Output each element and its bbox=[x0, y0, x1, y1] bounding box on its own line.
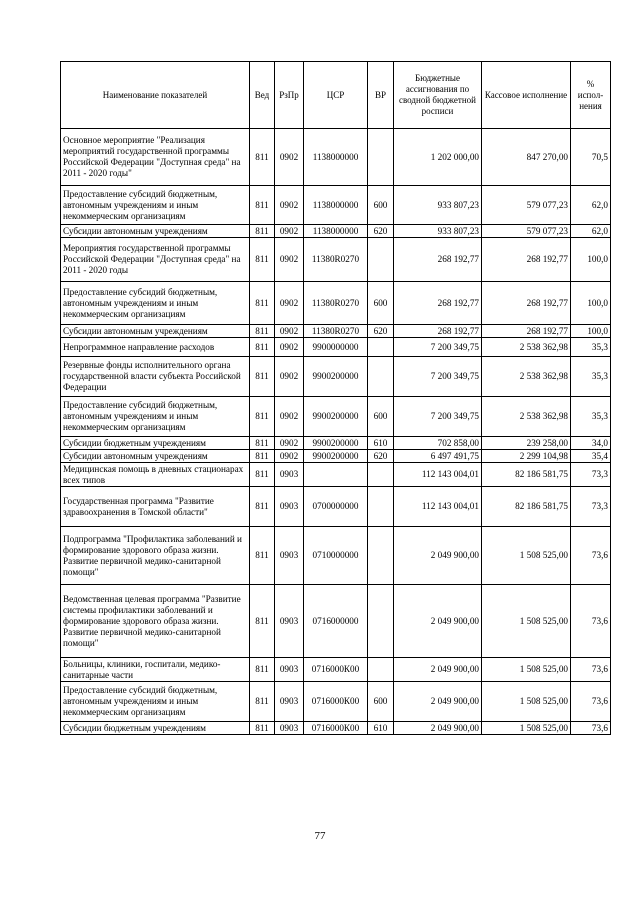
table-row bbox=[61, 238, 611, 282]
table-cell-vr: 600 bbox=[368, 186, 394, 225]
table-cell-cash: 2 299 104,98 bbox=[482, 450, 571, 463]
table-header-row bbox=[61, 62, 611, 129]
table-row bbox=[61, 487, 611, 527]
table-cell-vr bbox=[368, 338, 394, 357]
header-name: Наименование показателей bbox=[61, 62, 250, 129]
table-cell-ved: 811 bbox=[250, 282, 275, 325]
table-cell-csr: 9900200000 bbox=[304, 397, 368, 437]
table-cell-csr: 1138000000 bbox=[304, 225, 368, 238]
table-cell-cash: 268 192,77 bbox=[482, 325, 571, 338]
table-cell-rzpr: 0902 bbox=[275, 437, 304, 450]
table-cell-cash: 1 508 525,00 bbox=[482, 585, 571, 658]
table-cell-name: Ведомственная целевая программа "Развитие системы профилактики заболеваний и формирование здорового образа жизни. Развитие первичной медико-санитарной помощи" bbox=[61, 585, 250, 658]
table-cell-cash: 579 077,23 bbox=[482, 186, 571, 225]
table-cell-vr: 600 bbox=[368, 682, 394, 722]
table-cell-vr: 610 bbox=[368, 722, 394, 735]
table-cell-pct: 73,3 bbox=[571, 487, 611, 527]
table-cell-vr: 610 bbox=[368, 437, 394, 450]
table-cell-name: Предоставление субсидий бюджетным, автономным учреждениям и иным некоммерческим организациям bbox=[61, 186, 250, 225]
table-cell-rzpr: 0902 bbox=[275, 282, 304, 325]
table-row bbox=[61, 186, 611, 225]
table-cell-cash: 1 508 525,00 bbox=[482, 682, 571, 722]
table-cell-name: Подпрограмма "Профилактика заболеваний и формирование здорового образа жизни. Развитие первичной медико-санитарной помощи" bbox=[61, 527, 250, 585]
table-row bbox=[61, 437, 611, 450]
table-cell-pct: 100,0 bbox=[571, 282, 611, 325]
table-cell-vr bbox=[368, 585, 394, 658]
table-cell-csr: 9900200000 bbox=[304, 357, 368, 397]
table-cell-pct: 70,5 bbox=[571, 129, 611, 186]
table-row bbox=[61, 129, 611, 186]
table-cell-budget: 2 049 900,00 bbox=[394, 585, 482, 658]
table-cell-rzpr: 0902 bbox=[275, 186, 304, 225]
table-cell-pct: 73,6 bbox=[571, 527, 611, 585]
table-cell-vr bbox=[368, 658, 394, 682]
table-cell-csr: 11380R0270 bbox=[304, 282, 368, 325]
table-cell-cash: 1 508 525,00 bbox=[482, 722, 571, 735]
table-cell-rzpr: 0902 bbox=[275, 325, 304, 338]
table-cell-csr: 0700000000 bbox=[304, 487, 368, 527]
table-cell-name: Резервные фонды исполнительного органа государственной власти субъекта Российской Федерации bbox=[61, 357, 250, 397]
table-row bbox=[61, 585, 611, 658]
table-cell-budget: 7 200 349,75 bbox=[394, 397, 482, 437]
table-row bbox=[61, 450, 611, 463]
table-cell-rzpr: 0902 bbox=[275, 338, 304, 357]
table-cell-ved: 811 bbox=[250, 238, 275, 282]
table-row bbox=[61, 357, 611, 397]
table-cell-ved: 811 bbox=[250, 325, 275, 338]
table-cell-vr bbox=[368, 527, 394, 585]
table-cell-name: Мероприятия государственной программы Российской Федерации "Доступная среда" на 2011 - 2020 годы bbox=[61, 238, 250, 282]
table-cell-csr: 0716000К00 bbox=[304, 722, 368, 735]
header-rzpr: РзПр bbox=[275, 62, 304, 129]
table-cell-cash: 1 508 525,00 bbox=[482, 527, 571, 585]
table-cell-ved: 811 bbox=[250, 437, 275, 450]
table-cell-rzpr: 0902 bbox=[275, 129, 304, 186]
table-cell-cash: 579 077,23 bbox=[482, 225, 571, 238]
table-cell-name: Субсидии бюджетным учреждениям bbox=[61, 437, 250, 450]
table-cell-cash: 2 538 362,98 bbox=[482, 357, 571, 397]
table-cell-csr: 9900000000 bbox=[304, 338, 368, 357]
header-pct: % испол-нения bbox=[571, 62, 611, 129]
table-cell-csr: 9900200000 bbox=[304, 450, 368, 463]
table-cell-csr: 0710000000 bbox=[304, 527, 368, 585]
table-cell-vr bbox=[368, 357, 394, 397]
table-cell-vr bbox=[368, 463, 394, 487]
table-cell-csr: 9900200000 bbox=[304, 437, 368, 450]
table-cell-name: Субсидии автономным учреждениям bbox=[61, 325, 250, 338]
header-vr: ВР bbox=[368, 62, 394, 129]
table-cell-rzpr: 0903 bbox=[275, 722, 304, 735]
table-cell-ved: 811 bbox=[250, 186, 275, 225]
table-row bbox=[61, 527, 611, 585]
table-cell-cash: 847 270,00 bbox=[482, 129, 571, 186]
table-cell-budget: 2 049 900,00 bbox=[394, 527, 482, 585]
table-cell-ved: 811 bbox=[250, 487, 275, 527]
table-cell-rzpr: 0903 bbox=[275, 658, 304, 682]
table-row bbox=[61, 397, 611, 437]
table-cell-rzpr: 0903 bbox=[275, 527, 304, 585]
table-cell-pct: 62,0 bbox=[571, 186, 611, 225]
table-cell-pct: 73,3 bbox=[571, 463, 611, 487]
table-row bbox=[61, 463, 611, 487]
table-cell-budget: 7 200 349,75 bbox=[394, 338, 482, 357]
table-cell-budget: 268 192,77 bbox=[394, 325, 482, 338]
table-cell-pct: 62,0 bbox=[571, 225, 611, 238]
table-cell-pct: 73,6 bbox=[571, 682, 611, 722]
table-cell-name: Предоставление субсидий бюджетным, автономным учреждениям и иным некоммерческим организациям bbox=[61, 682, 250, 722]
table-cell-budget: 933 807,23 bbox=[394, 186, 482, 225]
table-cell-vr bbox=[368, 129, 394, 186]
table-cell-pct: 73,6 bbox=[571, 722, 611, 735]
table-cell-name: Предоставление субсидий бюджетным, автономным учреждениям и иным некоммерческим организациям bbox=[61, 397, 250, 437]
table-cell-cash: 268 192,77 bbox=[482, 238, 571, 282]
table-cell-csr: 11380R0270 bbox=[304, 238, 368, 282]
table-cell-rzpr: 0902 bbox=[275, 450, 304, 463]
table-cell-pct: 35,3 bbox=[571, 338, 611, 357]
table-cell-budget: 2 049 900,00 bbox=[394, 722, 482, 735]
table-cell-budget: 268 192,77 bbox=[394, 238, 482, 282]
table-row bbox=[61, 682, 611, 722]
table-cell-cash: 2 538 362,98 bbox=[482, 397, 571, 437]
table-cell-ved: 811 bbox=[250, 658, 275, 682]
table-cell-ved: 811 bbox=[250, 463, 275, 487]
table-cell-ved: 811 bbox=[250, 397, 275, 437]
table-row bbox=[61, 722, 611, 735]
budget-table bbox=[60, 61, 611, 735]
table-cell-pct: 35,3 bbox=[571, 397, 611, 437]
table-cell-name: Субсидии автономным учреждениям bbox=[61, 225, 250, 238]
table-cell-rzpr: 0902 bbox=[275, 397, 304, 437]
table-cell-name: Государственная программа "Развитие здравоохранения в Томской области" bbox=[61, 487, 250, 527]
table-cell-ved: 811 bbox=[250, 450, 275, 463]
table-cell-cash: 82 186 581,75 bbox=[482, 463, 571, 487]
table-row bbox=[61, 282, 611, 325]
table-cell-budget: 933 807,23 bbox=[394, 225, 482, 238]
table-cell-name: Больницы, клиники, госпитали, медико-санитарные части bbox=[61, 658, 250, 682]
table-cell-cash: 82 186 581,75 bbox=[482, 487, 571, 527]
table-cell-ved: 811 bbox=[250, 225, 275, 238]
table-cell-ved: 811 bbox=[250, 527, 275, 585]
table-cell-budget: 112 143 004,01 bbox=[394, 463, 482, 487]
table-cell-vr: 620 bbox=[368, 325, 394, 338]
document-page bbox=[60, 61, 610, 735]
table-cell-vr bbox=[368, 487, 394, 527]
table-cell-pct: 35,3 bbox=[571, 357, 611, 397]
header-ved: Вед bbox=[250, 62, 275, 129]
table-cell-vr: 620 bbox=[368, 450, 394, 463]
table-cell-pct: 35,4 bbox=[571, 450, 611, 463]
table-cell-pct: 34,0 bbox=[571, 437, 611, 450]
table-cell-vr: 600 bbox=[368, 282, 394, 325]
header-csr: ЦСР bbox=[304, 62, 368, 129]
table-cell-vr: 600 bbox=[368, 397, 394, 437]
table-cell-rzpr: 0903 bbox=[275, 682, 304, 722]
header-cash: Кассовое исполнение bbox=[482, 62, 571, 129]
table-cell-rzpr: 0903 bbox=[275, 585, 304, 658]
table-cell-name: Непрограммное направление расходов bbox=[61, 338, 250, 357]
table-cell-cash: 2 538 362,98 bbox=[482, 338, 571, 357]
table-cell-vr bbox=[368, 238, 394, 282]
table-cell-csr: 0716000К00 bbox=[304, 682, 368, 722]
table-cell-name: Предоставление субсидий бюджетным, автономным учреждениям и иным некоммерческим организациям bbox=[61, 282, 250, 325]
table-cell-rzpr: 0902 bbox=[275, 225, 304, 238]
table-cell-budget: 7 200 349,75 bbox=[394, 357, 482, 397]
table-cell-budget: 2 049 900,00 bbox=[394, 658, 482, 682]
page-number: 77 bbox=[314, 830, 326, 842]
table-cell-ved: 811 bbox=[250, 682, 275, 722]
table-cell-rzpr: 0902 bbox=[275, 238, 304, 282]
table-cell-rzpr: 0903 bbox=[275, 487, 304, 527]
table-cell-ved: 811 bbox=[250, 129, 275, 186]
table-cell-pct: 100,0 bbox=[571, 238, 611, 282]
table-cell-name: Субсидии бюджетным учреждениям bbox=[61, 722, 250, 735]
table-cell-pct: 73,6 bbox=[571, 658, 611, 682]
table-cell-budget: 268 192,77 bbox=[394, 282, 482, 325]
table-cell-budget: 702 858,00 bbox=[394, 437, 482, 450]
table-cell-cash: 268 192,77 bbox=[482, 282, 571, 325]
table-cell-csr bbox=[304, 463, 368, 487]
table-cell-cash: 239 258,00 bbox=[482, 437, 571, 450]
table-cell-budget: 112 143 004,01 bbox=[394, 487, 482, 527]
table-cell-ved: 811 bbox=[250, 585, 275, 658]
table-cell-cash: 1 508 525,00 bbox=[482, 658, 571, 682]
table-row bbox=[61, 225, 611, 238]
table-cell-budget: 6 497 491,75 bbox=[394, 450, 482, 463]
table-cell-ved: 811 bbox=[250, 357, 275, 397]
table-cell-budget: 2 049 900,00 bbox=[394, 682, 482, 722]
table-cell-csr: 0716000К00 bbox=[304, 658, 368, 682]
table-cell-rzpr: 0902 bbox=[275, 357, 304, 397]
table-cell-name: Медицинская помощь в дневных стационарах всех типов bbox=[61, 463, 250, 487]
table-cell-pct: 73,6 bbox=[571, 585, 611, 658]
table-cell-csr: 0716000000 bbox=[304, 585, 368, 658]
table-body bbox=[61, 129, 611, 735]
table-row bbox=[61, 658, 611, 682]
table-cell-csr: 1138000000 bbox=[304, 186, 368, 225]
table-cell-pct: 100,0 bbox=[571, 325, 611, 338]
table-cell-csr: 11380R0270 bbox=[304, 325, 368, 338]
table-cell-csr: 1138000000 bbox=[304, 129, 368, 186]
table-cell-ved: 811 bbox=[250, 722, 275, 735]
table-row bbox=[61, 325, 611, 338]
table-cell-budget: 1 202 000,00 bbox=[394, 129, 482, 186]
table-cell-vr: 620 bbox=[368, 225, 394, 238]
table-cell-name: Основное мероприятие "Реализация мероприятий государственной программы Российской Федерации "Доступная среда" на 2011 - 2020 годы" bbox=[61, 129, 250, 186]
table-cell-name: Субсидии автономным учреждениям bbox=[61, 450, 250, 463]
table-cell-ved: 811 bbox=[250, 338, 275, 357]
table-row bbox=[61, 338, 611, 357]
header-budget: Бюджетные ассигнования по сводной бюджетной росписи bbox=[394, 62, 482, 129]
table-cell-rzpr: 0903 bbox=[275, 463, 304, 487]
